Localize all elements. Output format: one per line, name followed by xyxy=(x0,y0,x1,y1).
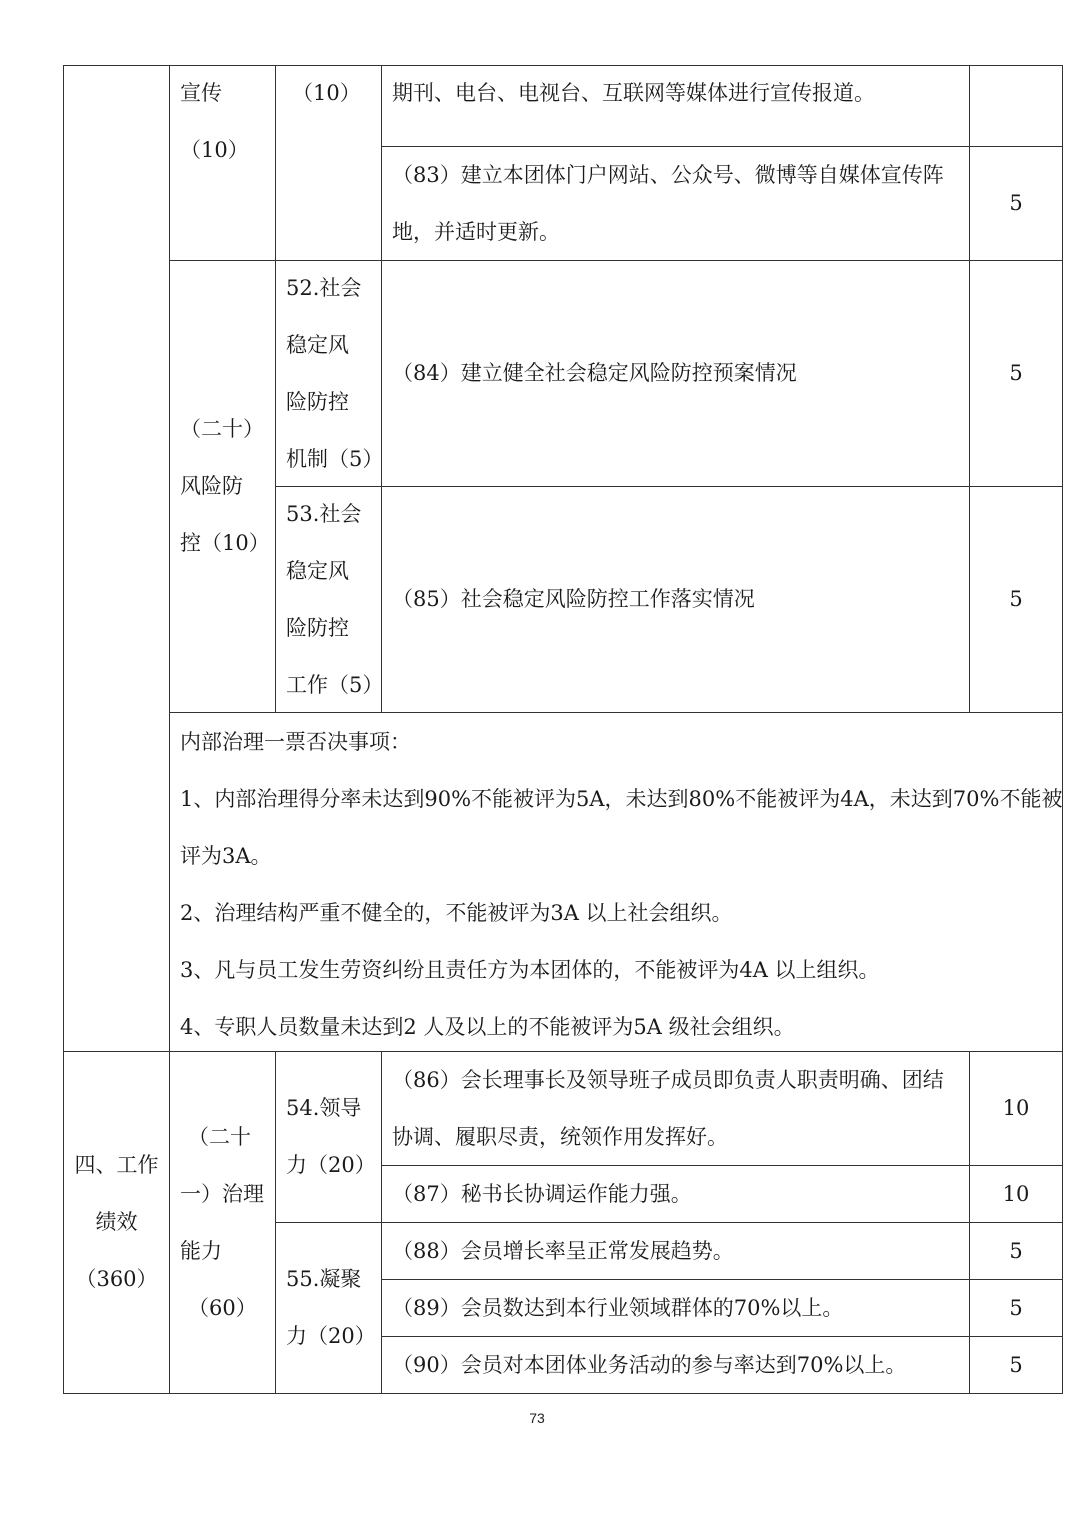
sub-53-line: 工作（5） xyxy=(286,672,384,697)
veto-line-1: 1、内部治理得分率未达到90%不能被评为5A，未达到80%不能被评为4A，未达到70%不能被 xyxy=(180,787,1063,811)
sub-55-line: 55.凝聚 xyxy=(286,1267,362,1291)
veto-line-1-cont: 评为3A。 xyxy=(180,844,272,868)
row-85-text: （85）社会稳定风险防控工作落实情况 xyxy=(392,587,755,611)
row-86-score-value: 10 xyxy=(1002,1096,1030,1120)
item-governance xyxy=(170,1052,276,1394)
row-89-score xyxy=(970,1280,1063,1337)
sub-54 xyxy=(276,1052,382,1223)
row-83-text: （83）建立本团体门户网站、公众号、微博等自媒体宣传阵地，并适时更新。 xyxy=(392,163,944,244)
row-84-score xyxy=(970,261,1063,487)
item-publicity xyxy=(170,65,276,261)
sub-54-line: 54.领导 xyxy=(286,1096,362,1120)
item-gov-line: （二十 xyxy=(188,1124,251,1149)
item-risk-line3: 控（10） xyxy=(180,531,270,555)
row-90 xyxy=(382,1337,970,1394)
item-gov-line: 能力 xyxy=(180,1238,222,1263)
row-87-score-value: 10 xyxy=(1002,1181,1030,1206)
row-90-score xyxy=(970,1337,1063,1394)
veto-line-2: 2、治理结构严重不健全的，不能被评为3A 以上社会组织。 xyxy=(180,901,733,925)
row-83-score-value: 5 xyxy=(1009,191,1023,215)
sub-53-line: 稳定风 xyxy=(286,558,349,583)
row-partial-text: 期刊、电台、电视台、互联网等媒体进行宣传报道。 xyxy=(392,81,875,105)
item-risk-line1: （二十） xyxy=(180,417,264,441)
veto-line-4: 4、专职人员数量未达到2 人及以上的不能被评为5A 级社会组织。 xyxy=(180,1015,795,1039)
row-83-score xyxy=(970,147,1063,261)
sub-53-line: 险防控 xyxy=(286,615,349,640)
row-87-score xyxy=(970,1166,1063,1223)
row-90-text: （90）会员对本团体业务活动的参与率达到70%以上。 xyxy=(392,1352,907,1377)
item-publicity-name: 宣传 xyxy=(180,81,222,105)
veto-title: 内部治理一票否决事项： xyxy=(180,730,411,754)
sub-publicity-score xyxy=(276,65,382,261)
row-86 xyxy=(382,1052,970,1166)
sub-52-line: 稳定风 xyxy=(286,332,349,357)
row-88-score-value: 5 xyxy=(1009,1238,1023,1263)
row-85-score xyxy=(970,487,1063,713)
item-gov-line: （60） xyxy=(188,1295,257,1320)
row-86-text: （86）会长理事长及领导班子成员即负责人职责明确、团结协调、履职尽责，统领作用发挥好。 xyxy=(392,1068,944,1149)
veto-line-3: 3、凡与员工发生劳资纠纷且责任方为本团体的，不能被评为4A 以上组织。 xyxy=(180,958,880,982)
row-88 xyxy=(382,1223,970,1280)
sub-52-line: 险防控 xyxy=(286,389,349,414)
item-risk-line2: 风险防 xyxy=(180,474,243,498)
item-risk xyxy=(170,261,276,713)
category-line: 四、工作 xyxy=(74,1153,159,1177)
page-number: 73 xyxy=(529,1410,545,1426)
veto-notes xyxy=(170,713,1063,1052)
row-83 xyxy=(382,147,970,261)
row-85-score-value: 5 xyxy=(1009,587,1023,611)
row-84-score-value: 5 xyxy=(1009,361,1023,385)
row-86-score xyxy=(970,1052,1063,1166)
category-line: 绩效 xyxy=(95,1210,138,1234)
row-89-text: （89）会员数达到本行业领域群体的70%以上。 xyxy=(392,1295,844,1320)
row-88-text: （88）会员增长率呈正常发展趋势。 xyxy=(392,1238,734,1263)
row-84 xyxy=(382,261,970,487)
sub-52 xyxy=(276,261,382,487)
sub-52-line: 机制（5） xyxy=(286,446,384,471)
category-performance xyxy=(63,1052,170,1394)
item-gov-line: 一）治理 xyxy=(180,1181,264,1206)
row-partial-score xyxy=(970,65,1063,147)
sub-52-line: 52.社会 xyxy=(286,275,362,300)
sub-55-line: 力（20） xyxy=(286,1324,376,1348)
row-88-score xyxy=(970,1223,1063,1280)
sub-55 xyxy=(276,1223,382,1394)
category-line: （360） xyxy=(75,1267,158,1291)
row-90-score-value: 5 xyxy=(1009,1352,1023,1377)
sub-53-line: 53.社会 xyxy=(286,501,362,526)
sub-54-line: 力（20） xyxy=(286,1153,376,1177)
category-cell-empty xyxy=(63,65,170,1052)
row-89 xyxy=(382,1280,970,1337)
row-87 xyxy=(382,1166,970,1223)
row-89-score-value: 5 xyxy=(1009,1295,1023,1320)
row-85 xyxy=(382,487,970,713)
sub-53 xyxy=(276,487,382,713)
row-87-text: （87）秘书长协调运作能力强。 xyxy=(392,1181,692,1206)
row-partial xyxy=(382,65,970,147)
row-84-text: （84）建立健全社会稳定风险防控预案情况 xyxy=(392,361,797,385)
sub-score-text: （10） xyxy=(292,81,361,105)
item-publicity-score: （10） xyxy=(180,138,249,162)
